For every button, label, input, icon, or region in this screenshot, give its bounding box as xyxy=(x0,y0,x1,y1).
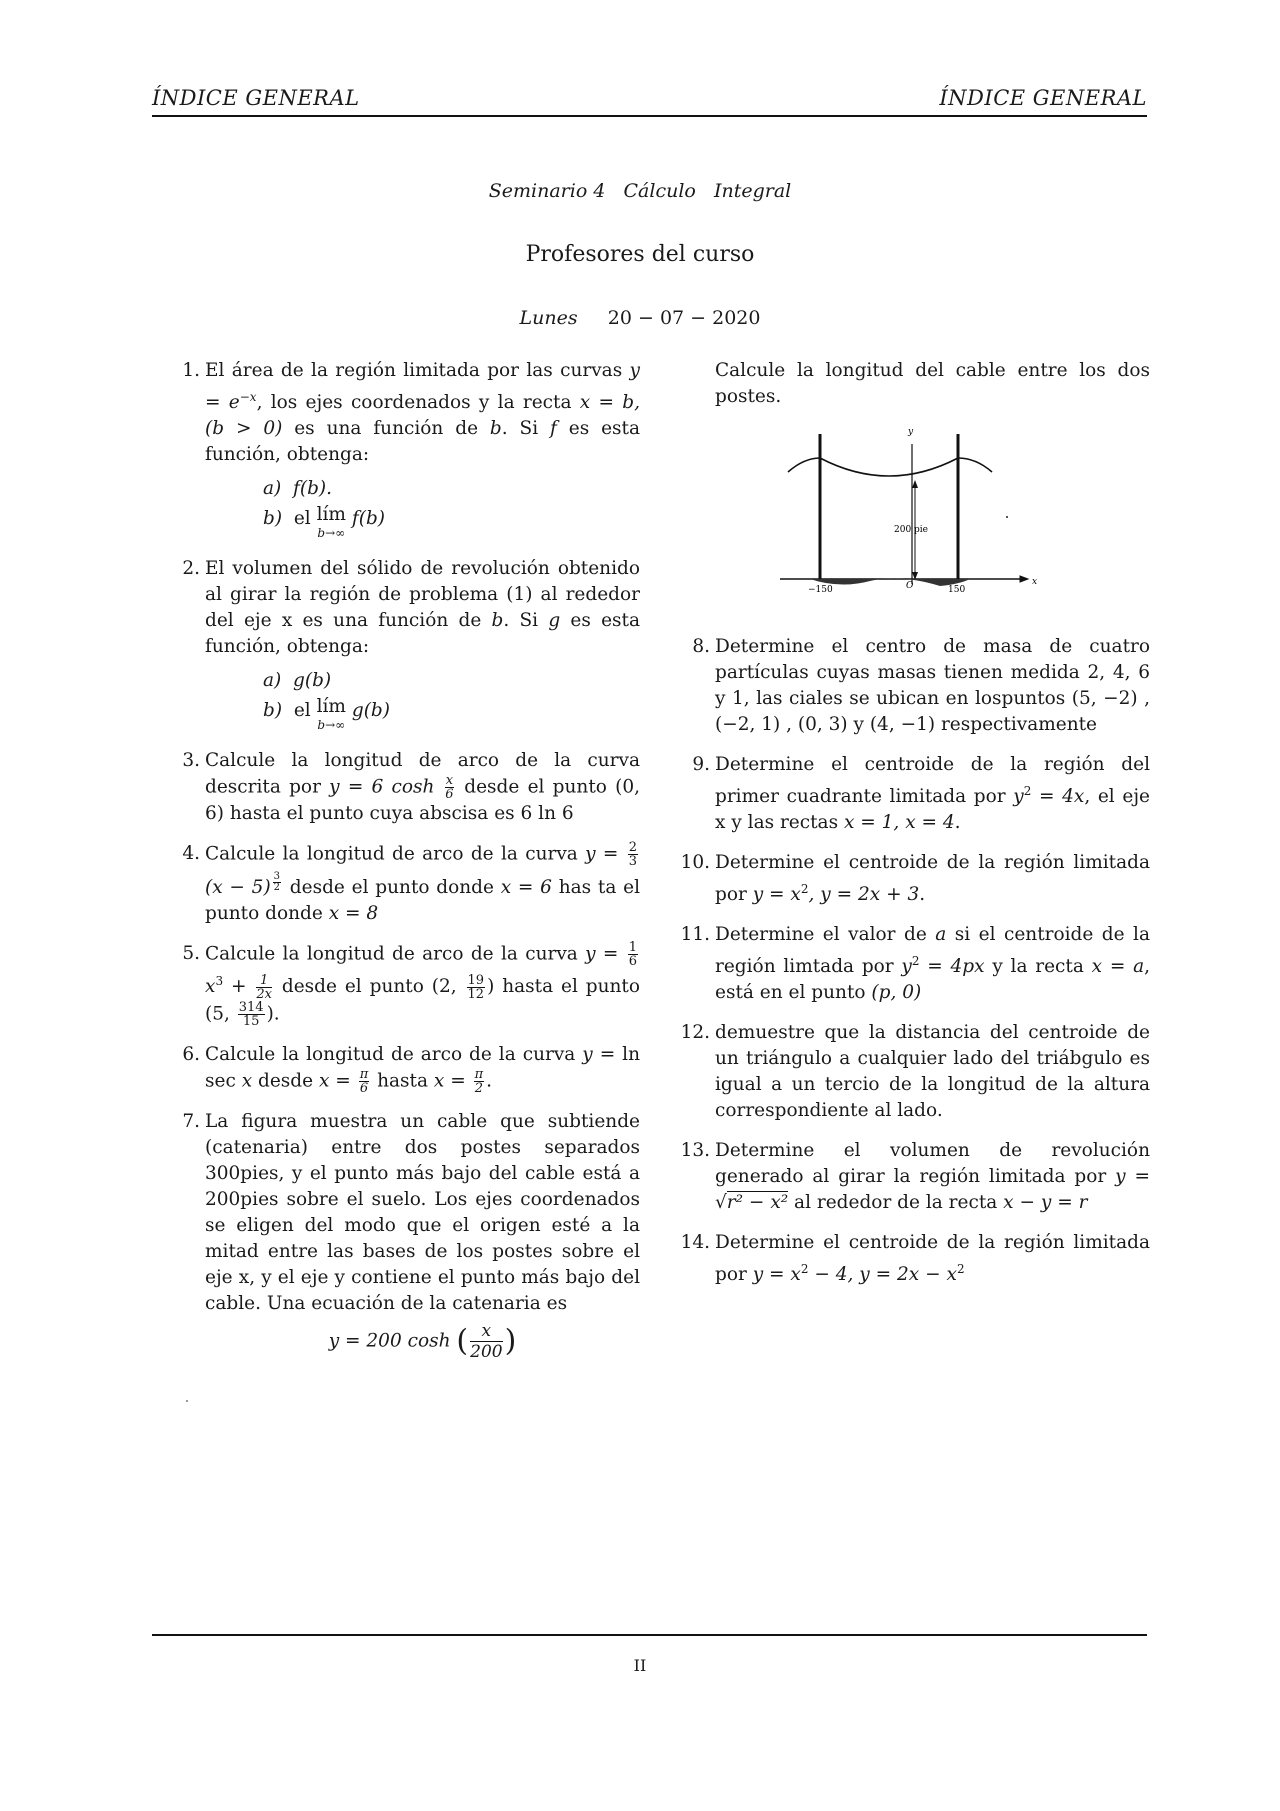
catenary-equation: y = 200 cosh ( $\frac{x}{200}$ ) xyxy=(328,1320,517,1362)
catenary-figure xyxy=(780,424,1040,610)
problem-number: 14. xyxy=(680,1232,710,1254)
left-column xyxy=(170,358,640,1376)
problem-number: 13. xyxy=(680,1140,710,1162)
x-label: x xyxy=(1032,577,1038,587)
problem-2: 2. El volumen del sólido de revolución obtenido al girar la región de problema (1) al rededor del eje x es una función de b. Si g es esta función, obtenga: a) g(b) b) el lím b→∞ g(b) xyxy=(170,556,640,734)
problem-10: 10. Determine el centroide de la región limitada por $y = x^2$, y = 2x + 3. xyxy=(680,850,1150,908)
problem-8: 8. Determine el centro de masa de cuatro partículas cuyas masas tienen medida 2, 4, 6 y 1, las ciales se ubican en lospuntos (5, −2) , (−2, 1) , (0, 3) y (4, −1) respectivamente xyxy=(680,634,1150,738)
problem-1: 1. El área de la región limitada por las curvas $y = e^{-x}$, los ejes coordenados y la recta x = b, (b > 0) es una función de b. Si f es esta función, obtenga: a) f(b). b) el lím b→∞ f(b) xyxy=(170,358,640,542)
problem-number: 3. xyxy=(182,750,200,772)
page-number: II xyxy=(633,1656,647,1675)
stray-dot xyxy=(1006,516,1008,518)
day: Lunes xyxy=(519,307,578,329)
problem-number: 10. xyxy=(680,852,710,874)
header-rule xyxy=(152,115,1147,117)
problem-9: 9. Determine el centroide de la región del primer cuadrante limitada por $y^2 = 4x$, el eje x y las rectas x = 1, x = 4. xyxy=(680,752,1150,836)
tick-150: 150 xyxy=(948,585,966,595)
course-title: Profesores del curso xyxy=(525,242,755,267)
origin-label: O xyxy=(906,581,914,591)
footer-rule xyxy=(152,1634,1147,1636)
header-right: ÍNDICE GENERAL xyxy=(939,86,1147,110)
stray-mark xyxy=(186,1400,188,1402)
arrow-up xyxy=(912,480,918,488)
problem-7-continuation: Calcule la longitud del cable entre los dos postes. xyxy=(715,360,1150,407)
problem-13: 13. Determine el volumen de revolución generado al girar la región limitada por y = √r² − x² al rededor de la recta x − y = r xyxy=(680,1138,1150,1216)
problem-4: 4. Calcule la longitud de arco de la curva y = $\frac{2}{3}$ (x − 5) $^{\frac{3}{2}}$ desde el punto donde x = 6 has ta el punto donde x = 8 xyxy=(170,841,640,927)
problem-number: 11. xyxy=(680,924,710,946)
header-left: ÍNDICE GENERAL xyxy=(152,86,360,110)
y-label: y xyxy=(908,427,914,437)
right-column xyxy=(680,358,1150,1303)
problem-number: 12. xyxy=(680,1022,710,1044)
seminar-title: Seminario 4 Cálculo Integral xyxy=(488,180,792,202)
problem-11: 11. Determine el valor de a si el centroide de la región limtada por $y^2 = 4px$ y la recta x = a, está en el punto (p, 0) xyxy=(680,922,1150,1006)
x-axis-arrow xyxy=(1020,576,1028,582)
problem-3: 3. Calcule la longitud de arco de la curva descrita por y = 6 cosh $\frac{x}{6}$ desde el punto (0, 6) hasta el punto cuya abscisa es 6 ln 6 xyxy=(170,748,640,827)
problem-number: 5. xyxy=(182,943,200,965)
problem-14: 14. Determine el centroide de la región limitada por $y = x^2 - 4$, $y = 2x - x^2$ xyxy=(680,1230,1150,1288)
problem-number: 6. xyxy=(182,1043,200,1065)
problem-number: 8. xyxy=(692,636,710,657)
problem-number: 2. xyxy=(182,558,200,580)
problem-5: 5. Calcule la longitud de arco de la curva y = $\frac{1}{6}$ $x^3$ + $\frac{1}{2x}$ desde el punto (2, $\frac{19}{12}$ ) hasta el punto (5, $\frac{314}{15}$ ). xyxy=(170,941,640,1028)
problem-number: 4. xyxy=(182,843,200,865)
subitems: a) g(b) b) el lím b→∞ g(b) xyxy=(263,670,390,733)
date-line xyxy=(0,307,1280,329)
height-label: 200 pie xyxy=(894,525,929,535)
tick-neg-150: −150 xyxy=(808,585,833,595)
problem-7: 7. La figura muestra un cable que subtiende (catenaria) entre dos postes separados 300pies, y el punto más bajo del cable está a 200pies sobre el suelo. Los ejes coordenados se eligen del modo que el origen esté a la mitad entre las bases de los postes sobre el eje x, y el eje y contiene el punto más bajo del cable. Una ecuación de la catenaria es y = 200 cosh ( $\frac{x}{200}$ ) xyxy=(170,1109,640,1362)
problem-12: 12. demuestre que la distancia del centroide de un triángulo a cualquier lado del triábgulo es igual a un tercio de la longitud de la altura correspondiente al lado. xyxy=(680,1020,1150,1124)
problem-number: 1. xyxy=(182,360,200,381)
problem-number: 7. xyxy=(182,1110,200,1132)
problem-number: 9. xyxy=(692,754,710,775)
problem-6: 6. Calcule la longitud de arco de la curva y = ln sec x desde x = $\frac{\pi}{6}$ hasta x = $\frac{\pi}{2}$ . xyxy=(170,1042,640,1095)
subitems: a) f(b). b) el lím b→∞ f(b) xyxy=(263,478,385,541)
date: 20 − 07 − 2020 xyxy=(607,307,761,329)
